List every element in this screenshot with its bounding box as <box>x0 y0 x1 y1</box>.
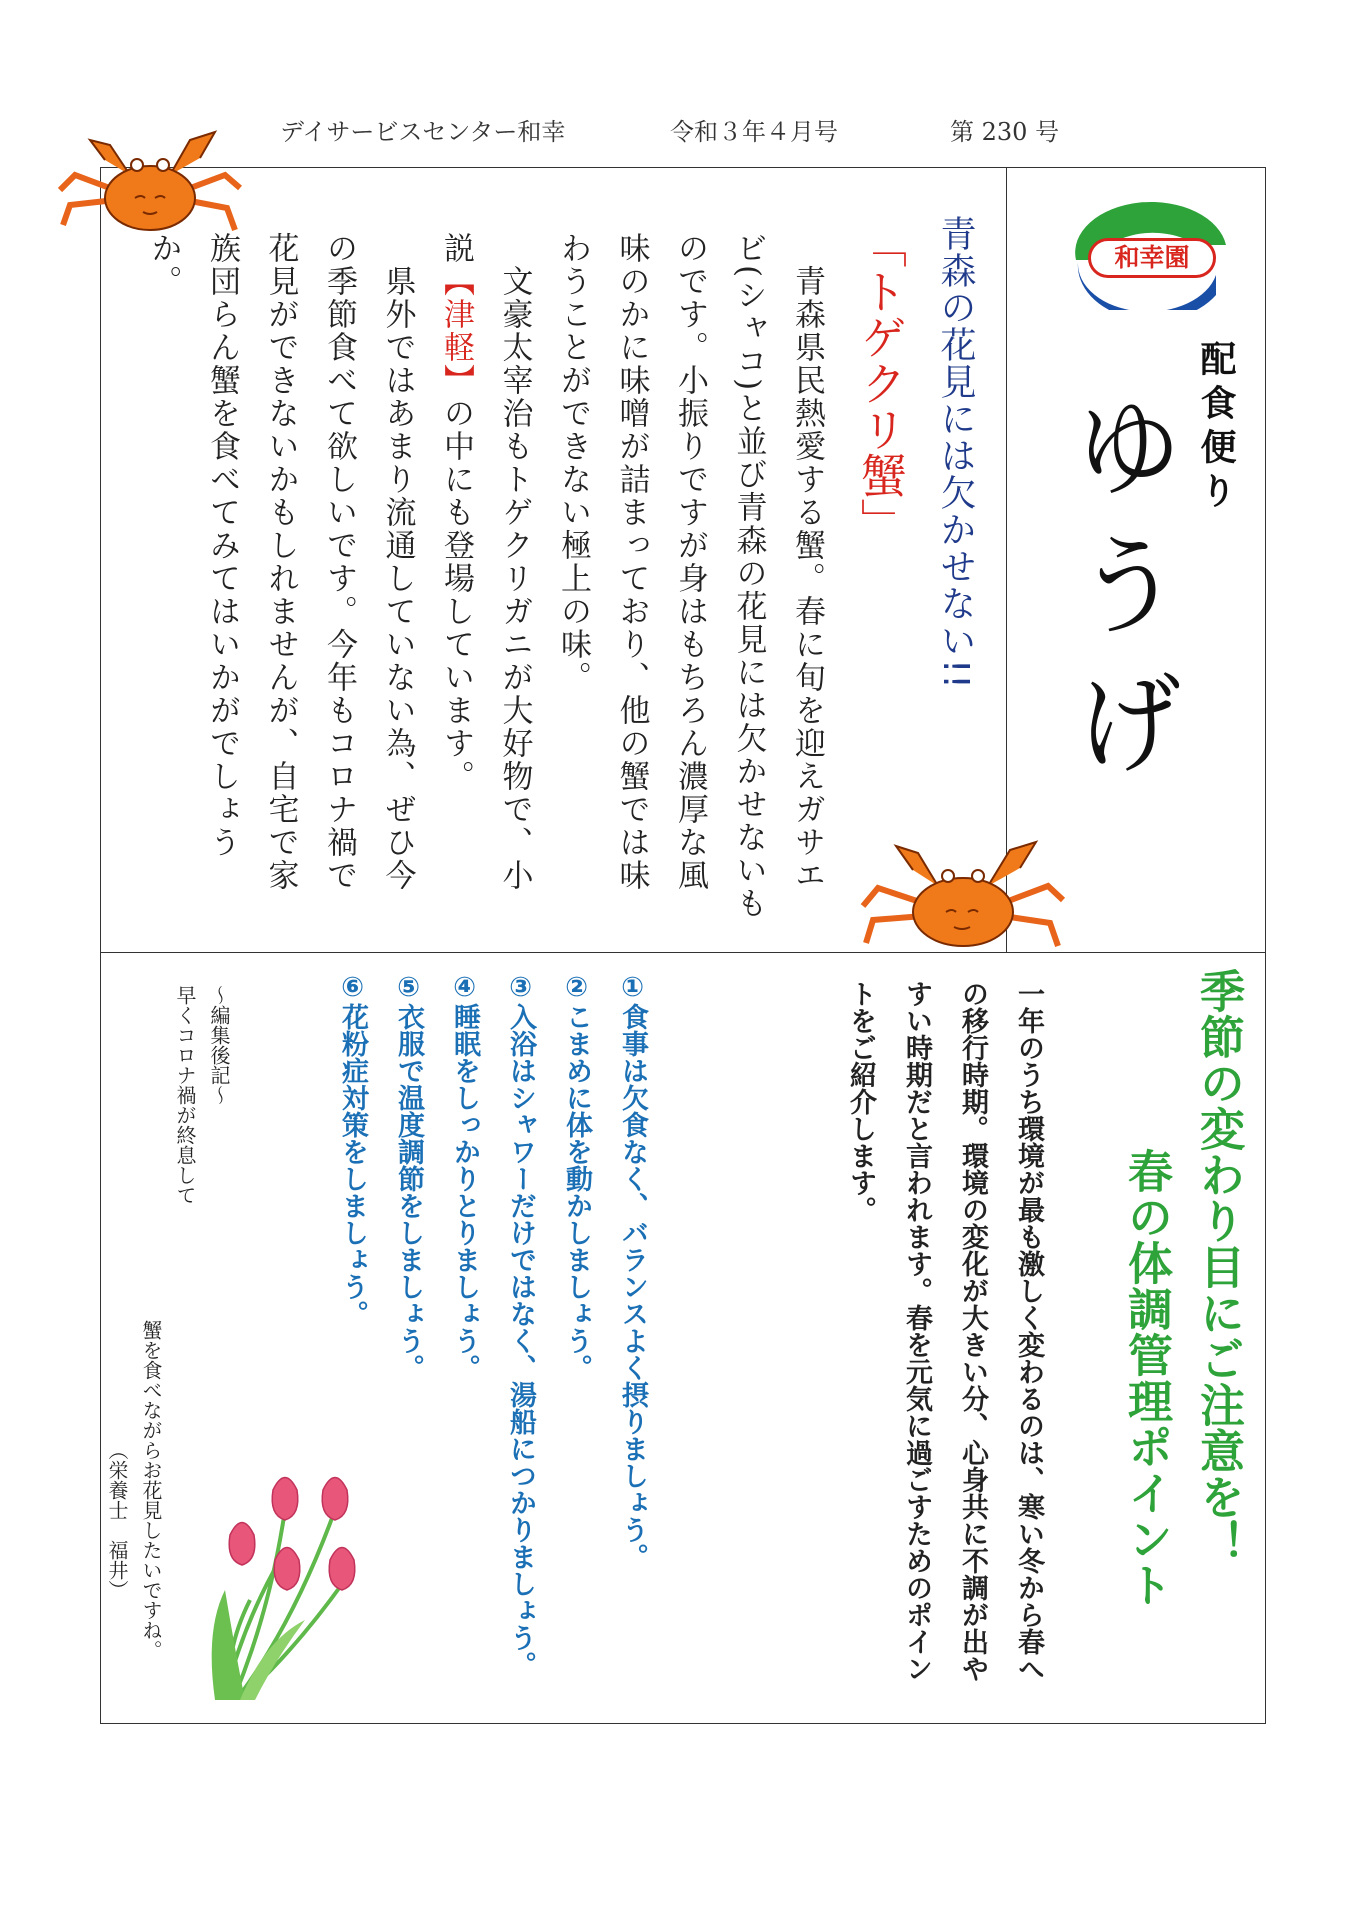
issue-number: 第 230 号 <box>950 118 1060 146</box>
section1-subtitle: 青森の花見には欠かせない!! <box>935 215 976 690</box>
list-item: ⑤衣服で温度調節をしましょう。 <box>393 972 424 1381</box>
title-small: 配食便り <box>1195 340 1236 516</box>
section1-paragraph: 文豪太宰治もトゲクリガニが大好物で、小説【津軽】の中にも登場しています。 <box>438 232 533 892</box>
editor-line: 早くコロナ禍が終息して <box>173 985 197 1205</box>
crab-icon <box>55 120 245 240</box>
logo-text: 和幸園 <box>1088 238 1216 278</box>
section1-body <box>134 232 836 922</box>
section1-heading: 「トゲクリ蟹」 <box>854 222 908 544</box>
section2-title: 季節の変わり目にご注意を！ <box>1192 968 1245 1566</box>
section1-paragraph: 青森県民熱愛する蟹。春に旬を迎えガサエビ(シャコ)と並び青森の花見には欠かせないものです。小振りですが身はもちろん濃厚な風味のかに味噌が詰まっており、他の蟹では味わうことができない極上の味。 <box>555 232 825 921</box>
issue-date: 令和３年４月号 <box>670 118 838 146</box>
title-main: ゆうげ <box>1056 390 1184 804</box>
editor-signature: （栄養士 福井） <box>105 1440 129 1600</box>
section2-subtitle: 春の体調管理ポイント <box>1120 1148 1173 1608</box>
section2-intro: 一年のうち環境が最も激しく変わるのは、寒い冬から春への移行時期。環境の変化が大きい分、心身共に不調が出やすい時期だと言われます。春を元気に過ごすためのポイントをご紹介します。 <box>845 980 1044 1682</box>
org-name: デイサービスセンター和幸 <box>280 118 566 146</box>
list-item: ④睡眠をしっかりとりましょう。 <box>449 972 480 1381</box>
section-divider <box>100 952 1266 953</box>
list-item: ①食事は欠食なく、バランスよく摂りましょう。 <box>617 972 648 1570</box>
tulip-icon <box>195 1450 395 1710</box>
novel-title: 【津軽】 <box>438 265 474 397</box>
list-item: ②こまめに体を動かしましょう。 <box>561 972 592 1381</box>
list-item: ⑥花粉症対策をしましょう。 <box>337 972 368 1327</box>
editor-heading: ～編集後記～ <box>207 985 231 1105</box>
editor-line: 蟹を食べながらお花見したいですね。 <box>139 1320 163 1660</box>
list-item: ③入浴はシャワーだけではなく、湯船につかりましょう。 <box>505 972 536 1678</box>
section1-paragraph: 県外ではあまり流通していない為、ぜひ今の季節食べて欲しいです。今年もコロナ禍で花見ができないかもしれませんが、自宅で家族団らん蟹を食べてみてはいかがでしょうか。 <box>145 232 416 892</box>
newsletter-header <box>280 112 1080 152</box>
crab-icon <box>858 828 1068 953</box>
